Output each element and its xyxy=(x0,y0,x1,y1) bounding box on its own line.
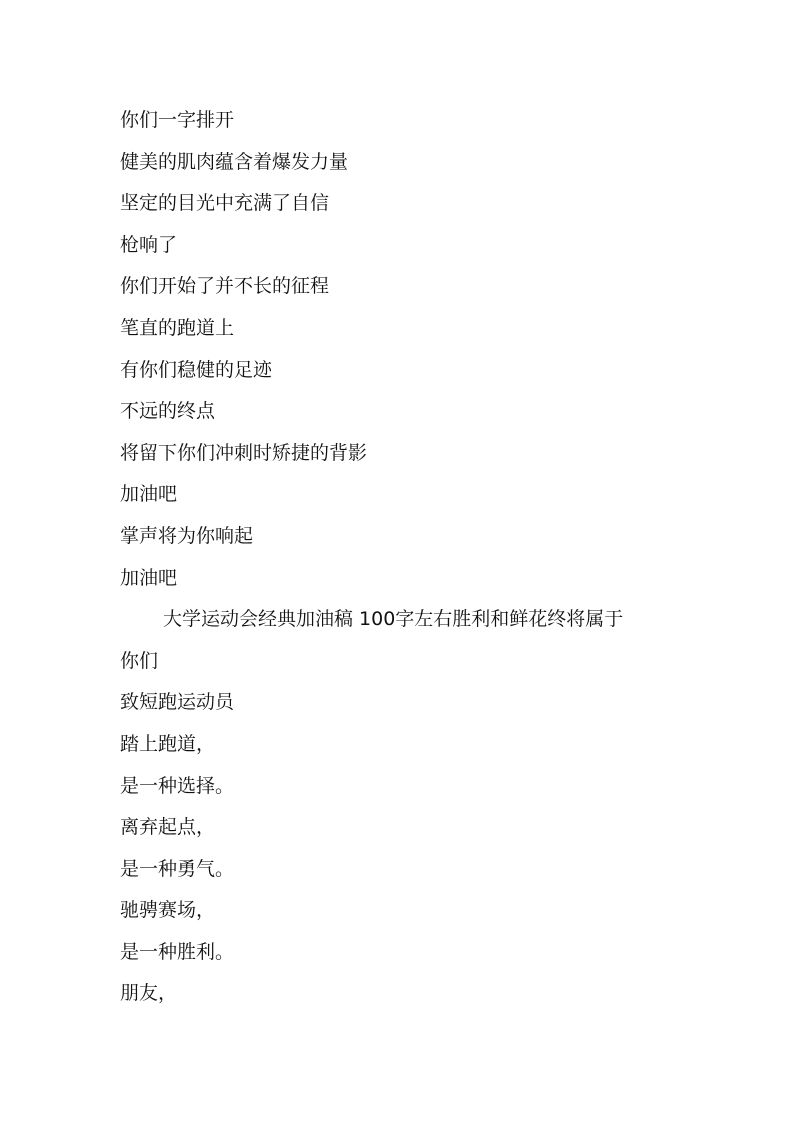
text-line: 你们开始了并不长的征程 xyxy=(120,275,330,298)
text-line: 是一种勇气。 xyxy=(120,857,235,880)
text-line: 你们一字排开 xyxy=(120,109,235,131)
text-line: 是一种胜利。 xyxy=(120,940,235,963)
text-line: 将留下你们冲刺时矫捷的背影 xyxy=(120,441,368,464)
text-line: 驰骋赛场， xyxy=(120,899,216,922)
text-line: 不远的终点 xyxy=(120,400,216,423)
text-line: 健美的肌肉蕴含着爆发力量 xyxy=(120,150,349,173)
text-line: 笔直的跑道上 xyxy=(120,316,235,339)
text-line: 加油吧 xyxy=(120,566,178,589)
text-line: 踏上跑道， xyxy=(120,732,216,755)
text-line: 坚定的目光中充满了自信 xyxy=(120,192,330,215)
text-line: 是一种选择。 xyxy=(120,774,235,797)
text-line: 离弃起点， xyxy=(120,816,216,839)
text-line: 致短跑运动员 xyxy=(120,691,235,714)
document-body xyxy=(120,100,680,1015)
text-line: 加油吧 xyxy=(120,483,178,506)
text-line: 有你们稳健的足迹 xyxy=(120,358,273,381)
indented-paragraph-first-line: 大学运动会经典加油稿 100字左右胜利和鲜花终将属于 xyxy=(163,608,624,631)
indented-paragraph-continuation: 你们 xyxy=(120,649,159,672)
text-line: 朋友， xyxy=(120,982,178,1005)
text-line: 掌声将为你响起 xyxy=(120,524,254,547)
text-line: 枪响了 xyxy=(120,233,178,256)
